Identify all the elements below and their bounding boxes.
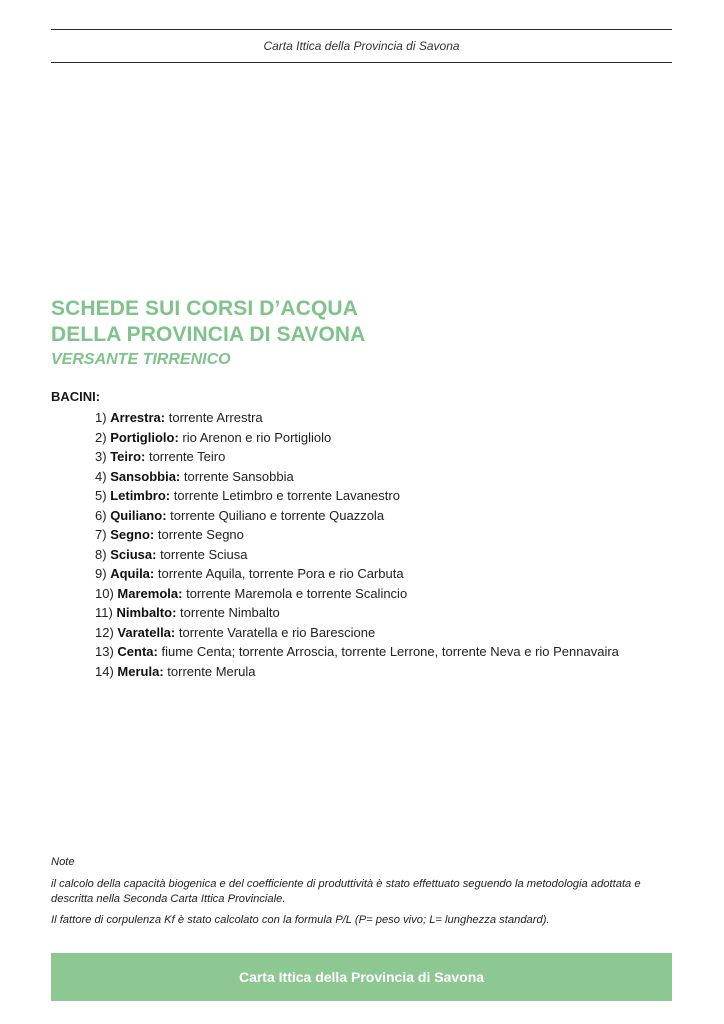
basin-description: torrente Segno bbox=[157, 527, 244, 542]
basin-name: Sciusa: bbox=[110, 546, 157, 562]
basin-description: torrente Sciusa bbox=[160, 546, 248, 562]
list-item bbox=[95, 662, 619, 682]
basin-description: torrente Aquila, torrente Pora e rio Carbuta bbox=[157, 566, 404, 581]
basin-name: Nimbalto: bbox=[116, 605, 177, 620]
basin-description: torrente Maremola e torrente Scalincio bbox=[186, 585, 408, 601]
bacini-label: BACINI: bbox=[51, 389, 101, 404]
list-item bbox=[95, 603, 619, 623]
basin-name: Maremola: bbox=[117, 585, 183, 601]
notes-paragraph-2: Il fattore di corpulenza Kf è stato calcolato con la formula P/L (P= peso vivo; L= lunghezza standard). bbox=[51, 914, 550, 926]
basin-number: 6) bbox=[95, 507, 107, 523]
basin-number: 2) bbox=[95, 429, 107, 445]
notes-section bbox=[51, 855, 676, 934]
basin-list bbox=[95, 408, 619, 681]
basin-number: 3) bbox=[95, 449, 107, 464]
list-item bbox=[95, 467, 619, 487]
basin-description: torrente Arrestra bbox=[168, 410, 263, 425]
list-item bbox=[95, 447, 619, 467]
footer-text: Carta Ittica della Provincia di Savona bbox=[238, 969, 485, 985]
list-item bbox=[95, 642, 619, 662]
running-header-text: Carta Ittica della Provincia di Savona bbox=[263, 39, 460, 53]
basin-name: Merula: bbox=[117, 663, 164, 679]
basin-number: 5) bbox=[95, 488, 107, 503]
basin-name: Centa: bbox=[117, 644, 158, 659]
basin-number: 1) bbox=[95, 410, 107, 425]
list-item bbox=[95, 564, 619, 584]
list-item bbox=[95, 486, 619, 506]
basin-description: torrente Quiliano e torrente Quazzola bbox=[170, 507, 385, 523]
basin-name: Arrestra: bbox=[110, 410, 166, 425]
list-item bbox=[95, 428, 619, 448]
basin-number: 12) bbox=[95, 624, 114, 640]
basin-number: 4) bbox=[95, 468, 107, 484]
basin-name: Aquila: bbox=[110, 566, 155, 581]
notes-title: Note bbox=[51, 856, 75, 868]
basin-name: Segno: bbox=[110, 527, 155, 542]
basin-name: Portigliolo: bbox=[110, 429, 179, 445]
basin-name: Sansobbia: bbox=[110, 468, 181, 484]
basin-name: Teiro: bbox=[110, 449, 146, 464]
basin-name: Varatella: bbox=[117, 624, 176, 640]
basin-description: fiume Centa; torrente Arroscia, torrente Lerrone, torrente Neva e rio Pennavaira bbox=[161, 644, 619, 659]
list-item bbox=[95, 525, 619, 545]
section-title-line-2: DELLA PROVINCIA DI SAVONA bbox=[51, 323, 366, 346]
list-item bbox=[95, 584, 619, 604]
basin-number: 8) bbox=[95, 546, 107, 562]
section-subtitle: VERSANTE TIRRENICO bbox=[51, 351, 231, 368]
basin-name: Letimbro: bbox=[110, 488, 171, 503]
basin-number: 7) bbox=[95, 527, 107, 542]
notes-paragraph-1: il calcolo della capacità biogenica e del coefficiente di produttività è stato effettuato seguendo la metodologia adottata e descritta nella Seconda Carta Ittica Provinciale. bbox=[51, 878, 641, 905]
running-header bbox=[51, 29, 672, 63]
basin-description: rio Arenon e rio Portigliolo bbox=[182, 429, 332, 445]
list-item bbox=[95, 408, 619, 428]
list-item bbox=[95, 545, 619, 565]
list-item bbox=[95, 506, 619, 526]
basin-description: torrente Sansobbia bbox=[183, 468, 294, 484]
footer-banner bbox=[51, 953, 672, 1001]
basin-name: Quiliano: bbox=[110, 507, 167, 523]
basin-description: torrente Teiro bbox=[148, 449, 226, 464]
section-title-line-1: SCHEDE SUI CORSI D’ACQUA bbox=[51, 297, 358, 320]
basin-number: 10) bbox=[95, 585, 114, 601]
section-title-block bbox=[51, 296, 365, 372]
list-item bbox=[95, 623, 619, 643]
basin-number: 9) bbox=[95, 566, 107, 581]
basin-description: torrente Varatella e rio Barescione bbox=[178, 624, 376, 640]
basin-description: torrente Merula bbox=[167, 663, 256, 679]
basin-number: 11) bbox=[95, 605, 113, 620]
basin-description: torrente Nimbalto bbox=[180, 605, 280, 620]
basin-description: torrente Letimbro e torrente Lavanestro bbox=[173, 488, 400, 503]
basin-number: 14) bbox=[95, 663, 114, 679]
basin-number: 13) bbox=[95, 644, 114, 659]
